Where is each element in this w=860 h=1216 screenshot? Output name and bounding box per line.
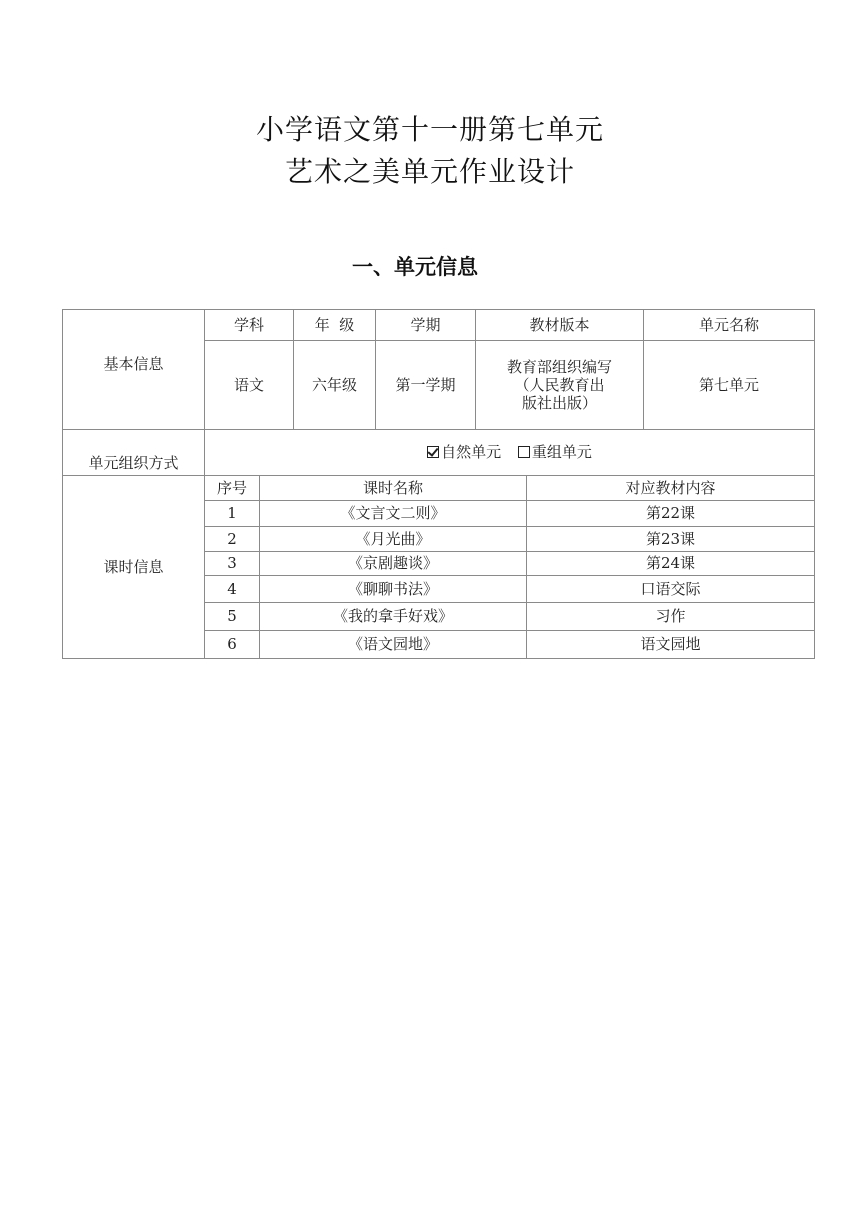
- lesson-no: 2: [205, 527, 260, 552]
- textbook-line1: 教育部组织编写: [506, 358, 612, 376]
- basic-info-label: 基本信息: [63, 310, 205, 430]
- lesson-content: 第22课: [527, 501, 815, 527]
- checkbox-empty-icon[interactable]: [518, 446, 530, 458]
- lesson-no: 4: [205, 576, 260, 603]
- lesson-name: 《文言文二则》: [260, 501, 527, 527]
- header-subject: 学科: [205, 310, 294, 341]
- lesson-no: 5: [205, 603, 260, 631]
- lesson-content: 口语交际: [527, 576, 815, 603]
- lesson-no: 6: [205, 631, 260, 659]
- checkbox-checked-icon[interactable]: [427, 446, 439, 458]
- lesson-info-table: [62, 475, 815, 659]
- option-natural-label: 自然单元: [441, 443, 502, 462]
- value-textbook: [476, 341, 644, 430]
- header-grade: 年 级: [294, 310, 376, 341]
- organization-label: 单元组织方式: [63, 430, 205, 476]
- section-heading: 一、单元信息: [352, 255, 478, 279]
- lesson-content: 第24课: [527, 552, 815, 576]
- textbook-line3: 版社出版）: [521, 394, 597, 412]
- header-lesson-name: 课时名称: [260, 476, 527, 501]
- lesson-content: 语文园地: [527, 631, 815, 659]
- option-natural-unit[interactable]: [427, 443, 501, 462]
- header-no: 序号: [205, 476, 260, 501]
- option-regroup-unit[interactable]: [518, 443, 592, 462]
- lesson-name: 《京剧趣谈》: [260, 552, 527, 576]
- lesson-name: 《语文园地》: [260, 631, 527, 659]
- lesson-content: 习作: [527, 603, 815, 631]
- document-title-line2: 艺术之美单元作业设计: [284, 155, 575, 188]
- lesson-no: 1: [205, 501, 260, 527]
- header-textbook: 教材版本: [476, 310, 644, 341]
- organization-options: [205, 430, 815, 476]
- header-unit-name: 单元名称: [644, 310, 815, 341]
- textbook-line2: （人民教育出: [514, 376, 605, 394]
- lesson-no: 3: [205, 552, 260, 576]
- lesson-content: 第23课: [527, 527, 815, 552]
- document-title-line1: 小学语文第十一册第七单元: [255, 113, 604, 146]
- lesson-name: 《月光曲》: [260, 527, 527, 552]
- lesson-name: 《聊聊书法》: [260, 576, 527, 603]
- header-content: 对应教材内容: [527, 476, 815, 501]
- value-semester: 第一学期: [376, 341, 476, 430]
- unit-info-table: [62, 309, 815, 476]
- header-semester: 学期: [376, 310, 476, 341]
- lesson-info-label: 课时信息: [63, 476, 205, 659]
- value-grade: 六年级: [294, 341, 376, 430]
- option-regroup-label: 重组单元: [531, 443, 592, 462]
- lesson-name: 《我的拿手好戏》: [260, 603, 527, 631]
- value-unit-name: 第七单元: [644, 341, 815, 430]
- value-subject: 语文: [205, 341, 294, 430]
